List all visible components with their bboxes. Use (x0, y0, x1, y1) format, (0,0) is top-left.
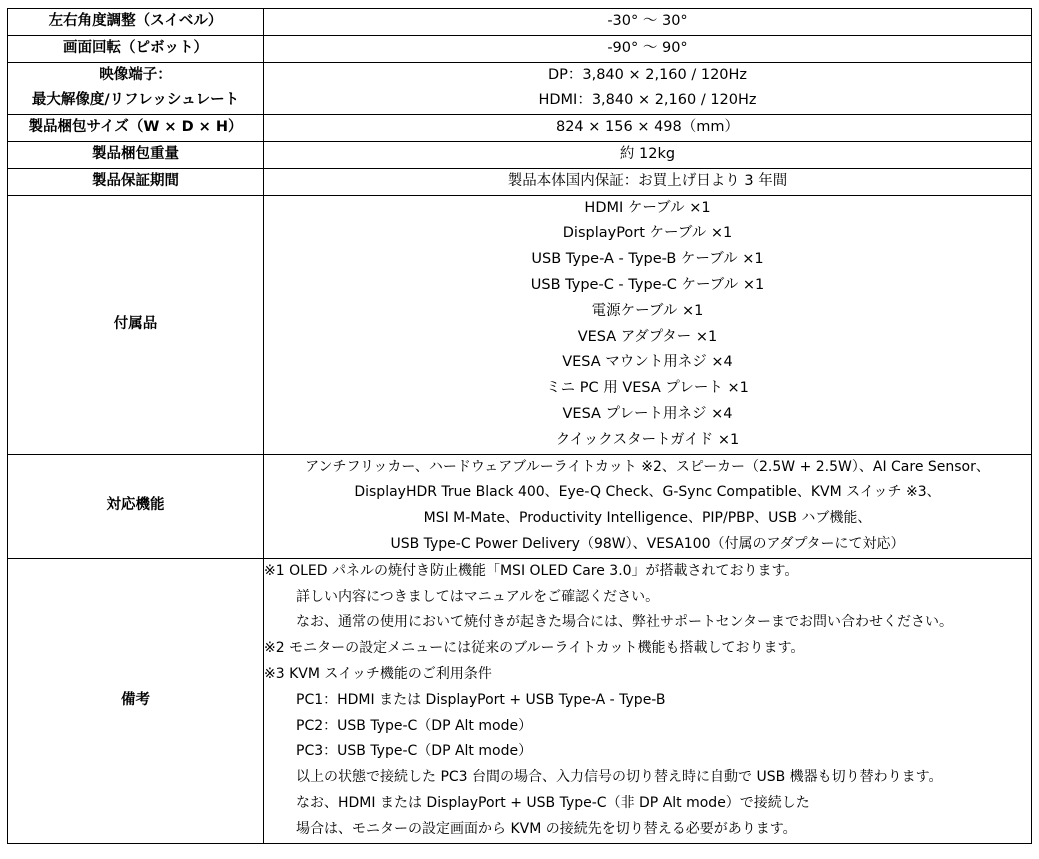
accessories-label: 付属品 (8, 195, 264, 454)
accessory-item: USB Type-C - Type-C ケーブル ×1 (530, 276, 765, 293)
note-line: なお、通常の使用において焼付きが起きた場合には、弊社サポートセンターまでお問い合わせください。 (296, 614, 954, 631)
row-package-weight (8, 141, 1032, 168)
notes-label: 備考 (8, 558, 264, 843)
note-line: ※3 KVM スイッチ機能のご利用条件 (264, 665, 492, 682)
note-line: ※1 OLED パネルの焼付き防止機能「MSI OLED Care 3.0」が搭載されております。 (264, 562, 799, 579)
note-line: PC3：USB Type-C（DP Alt mode） (296, 743, 533, 760)
spec-table (7, 8, 1032, 844)
row-swivel (8, 9, 1032, 36)
accessory-item: 電源ケーブル ×1 (591, 302, 704, 319)
resolution-label-line: 映像端子： (99, 66, 172, 83)
accessory-item: USB Type-A - Type-B ケーブル ×1 (531, 251, 764, 268)
note-line: ※2 モニターの設定メニューには従来のブルーライトカット機能も搭載しております。 (264, 640, 805, 657)
feature-line: アンチフリッカー、ハードウェアブルーライトカット ※2、スピーカー（2.5W + 2.5W）、AI Care Sensor、 (305, 458, 990, 475)
package-weight-value: 約 12kg (264, 141, 1032, 168)
resolution-label (8, 62, 264, 115)
features-label: 対応機能 (8, 454, 264, 558)
accessory-item: ミニ PC 用 VESA プレート ×1 (546, 380, 749, 397)
package-size-label: 製品梱包サイズ（W × D × H） (8, 115, 264, 142)
row-features (8, 454, 1032, 558)
resolution-value (264, 62, 1032, 115)
row-warranty (8, 168, 1032, 195)
pivot-value: -90° ～ 90° (264, 35, 1032, 62)
resolution-value-line: DP：3,840 × 2,160 / 120Hz (547, 66, 748, 83)
accessory-item: DisplayPort ケーブル ×1 (562, 225, 733, 242)
resolution-label-line: 最大解像度/リフレッシュレート (31, 92, 240, 109)
row-resolution (8, 62, 1032, 115)
accessory-item: VESA アダプター ×1 (577, 328, 718, 345)
pivot-label: 画面回転（ピボット） (8, 35, 264, 62)
notes-list (264, 558, 1032, 843)
note-line: PC1：HDMI または DisplayPort + USB Type-A - Type-B (296, 691, 666, 708)
row-notes (8, 558, 1032, 843)
note-line: 詳しい内容につきましてはマニュアルをご確認ください。 (296, 588, 660, 605)
package-size-value: 824 × 156 × 498（mm） (264, 115, 1032, 142)
feature-line: USB Type-C Power Delivery（98W）、VESA100（付属のアダプターにて対応） (390, 535, 905, 552)
row-pivot (8, 35, 1032, 62)
accessory-item: VESA マウント用ネジ ×4 (562, 354, 733, 371)
warranty-label: 製品保証期間 (8, 168, 264, 195)
features-list (264, 454, 1032, 558)
note-line: 場合は、モニターの設定画面から KVM の接続先を切り替える必要があります。 (296, 820, 797, 837)
note-line: PC2：USB Type-C（DP Alt mode） (296, 717, 533, 734)
accessory-item: クイックスタートガイド ×1 (555, 431, 740, 448)
note-line: なお、HDMI または DisplayPort + USB Type-C（非 DP Alt mode）で接続した (296, 794, 810, 811)
warranty-value: 製品本体国内保証：お買上げ日より 3 年間 (264, 168, 1032, 195)
resolution-value-line: HDMI：3,840 × 2,160 / 120Hz (538, 92, 757, 109)
swivel-value: -30° ～ 30° (264, 9, 1032, 36)
package-weight-label: 製品梱包重量 (8, 141, 264, 168)
swivel-label: 左右角度調整（スイベル） (8, 9, 264, 36)
row-accessories (8, 195, 1032, 454)
note-line: 以上の状態で接続した PC3 台間の場合、入力信号の切り替え時に自動で USB 機器も切り替わります。 (296, 769, 943, 786)
accessories-list (264, 195, 1032, 454)
row-package-size (8, 115, 1032, 142)
accessory-item: VESA プレート用ネジ ×4 (562, 405, 733, 422)
feature-line: MSI M-Mate、Productivity Intelligence、PIP/PBP、USB ハブ機能、 (423, 510, 872, 527)
accessory-item: HDMI ケーブル ×1 (584, 199, 711, 216)
feature-line: DisplayHDR True Black 400、Eye-Q Check、G-Sync Compatible、KVM スイッチ ※3、 (354, 484, 941, 501)
